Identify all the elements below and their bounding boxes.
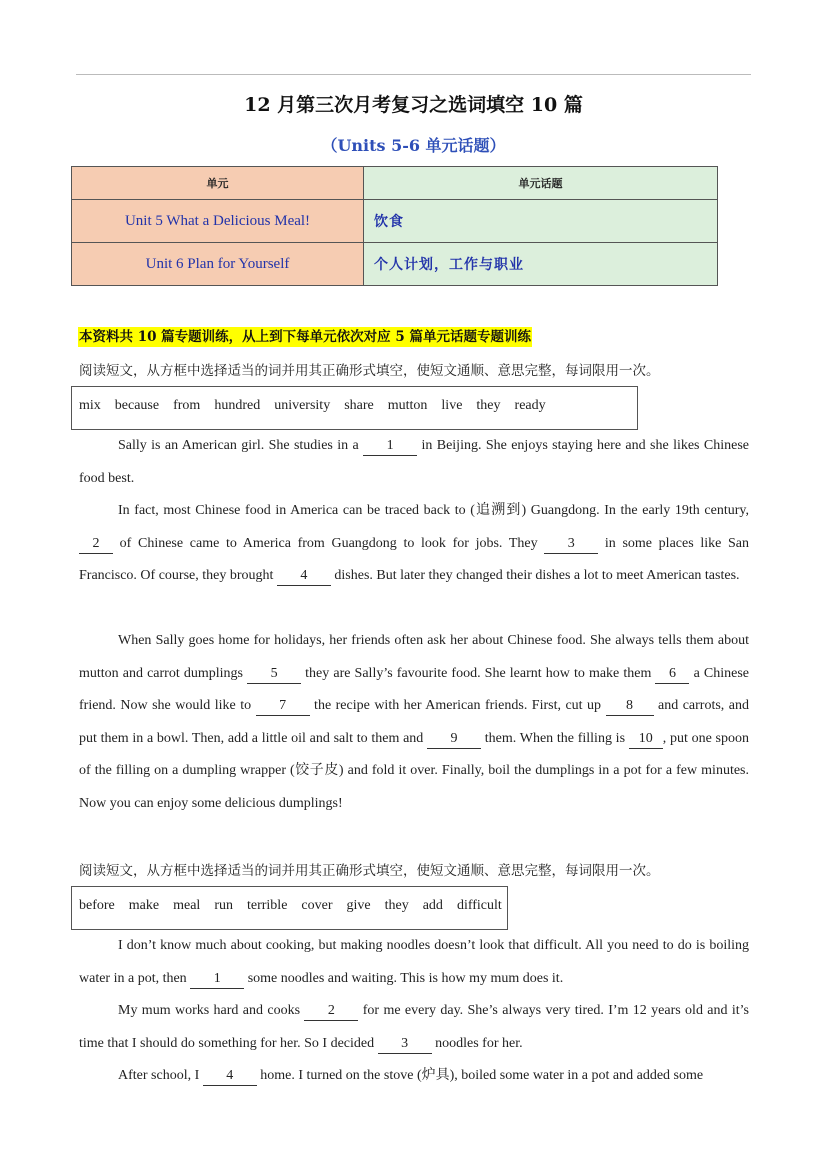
topic-cell: 个人计划，工作与职业 [364,243,718,286]
passage1-paragraph2: In fact, most Chinese food in America can be traced back to (追溯到) Guangdong. In the early 19th century, 2 of Chinese came to America from Guangdong to look for jobs. They 3 in some places like San Francisco. Of course, they brought 4 dishes. But later they changed their dishes a lot to meet American tastes. [79,495,749,593]
word-bank-item: ready [514,398,546,413]
answer-blank[interactable]: 1 [190,970,244,989]
table-header-row [72,167,718,200]
word-bank-item: mix [79,398,101,413]
table-row [72,243,718,286]
header-topic: 单元话题 [364,167,718,200]
word-bank-item: give [346,898,371,913]
answer-blank[interactable]: 4 [277,567,331,586]
answer-blank[interactable]: 6 [655,665,689,684]
word-bank-item: terrible [246,898,288,913]
word-bank-item: run [214,898,233,913]
word-bank-item: mutton [387,398,428,413]
passage2-paragraph2: My mum works hard and cooks 2 for me every day. She’s always very tired. I’m 12 years old and it’s time that I should do something for her. So I decided 3 noodles for her. [79,995,749,1060]
answer-blank[interactable]: 1 [363,437,417,456]
word-bank-item: because [114,398,160,413]
passage1-paragraph1: Sally is an American girl. She studies in a 1 in Beijing. She enjoys staying here and she likes Chinese food best. [79,438,749,486]
word-bank-item: meal [173,898,201,913]
word-bank [71,886,508,930]
unit-topic-table [71,166,718,286]
table-row [72,200,718,243]
answer-blank[interactable]: 10 [629,730,663,749]
answer-blank[interactable]: 5 [247,665,301,684]
answer-blank[interactable]: 2 [304,1002,358,1021]
word-bank-item: make [128,898,160,913]
answer-blank[interactable]: 8 [606,697,654,716]
topic-cell: 饮食 [364,200,718,243]
word-bank-item: hundred [214,398,261,413]
word-bank-item: they [384,898,409,913]
word-bank [71,386,638,430]
answer-blank[interactable]: 7 [256,697,310,716]
instruction-text: 阅读短文，从方框中选择适当的词并用其正确形式填空，使短文通顺、意思完整，每词限用一次。 [79,363,660,379]
header-rule [76,74,751,75]
page-subtitle: （Units 5-6 单元话题） [321,136,506,155]
page-title: 12 月第三次月考复习之选词填空 10 篇 [244,94,583,116]
header-unit: 单元 [72,167,364,200]
answer-blank[interactable]: 2 [79,535,113,554]
answer-blank[interactable]: 3 [378,1035,432,1054]
word-bank-item: cover [301,898,333,913]
passage2-paragraph1: I don’t know much about cooking, but making noodles doesn’t look that difficult. All you need to do is boiling water in a pot, then 1 some noodles and waiting. This is how my mum does it. [79,930,749,995]
passage1-paragraph3: When Sally goes home for holidays, her friends often ask her about Chinese food. She always tells them about mutton and carrot dumplings 5 they are Sally’s favourite food. She learnt how to make them 6 a Chinese friend. Now she would like to 7 the recipe with her American friends. First, cut up 8 and carrots, and put them in a bowl. Then, add a little oil and salt to them and 9 them. When the filling is 10 , put one spoon of the filling on a dumpling wrapper (饺子皮) and fold it over. Finally, boil the dumplings in a pot for a few minutes. Now you can enjoy some delicious dumplings! [79,633,749,811]
instruction-text: 阅读短文，从方框中选择适当的词并用其正确形式填空，使短文通顺、意思完整，每词限用一次。 [79,863,660,879]
word-bank-item: university [274,398,331,413]
word-bank-item: from [173,398,201,413]
word-bank-item: difficult [456,898,502,913]
answer-blank[interactable]: 4 [203,1067,257,1086]
word-bank-item: before [79,898,115,913]
word-bank-item: share [344,398,374,413]
highlighted-note: 本资料共 10 篇专题训练，从上到下每单元依次对应 5 篇单元话题专题训练 [79,329,531,345]
word-bank-item: they [476,398,501,413]
unit-cell: Unit 5 What a Delicious Meal! [72,200,364,243]
passage2-paragraph3: After school, I 4 home. I turned on the stove (炉具), boiled some water in a pot and added some [79,1060,749,1093]
word-bank-item: add [422,898,443,913]
answer-blank[interactable]: 9 [427,730,481,749]
word-bank-item: live [441,398,463,413]
unit-cell: Unit 6 Plan for Yourself [72,243,364,286]
answer-blank[interactable]: 3 [544,535,598,554]
